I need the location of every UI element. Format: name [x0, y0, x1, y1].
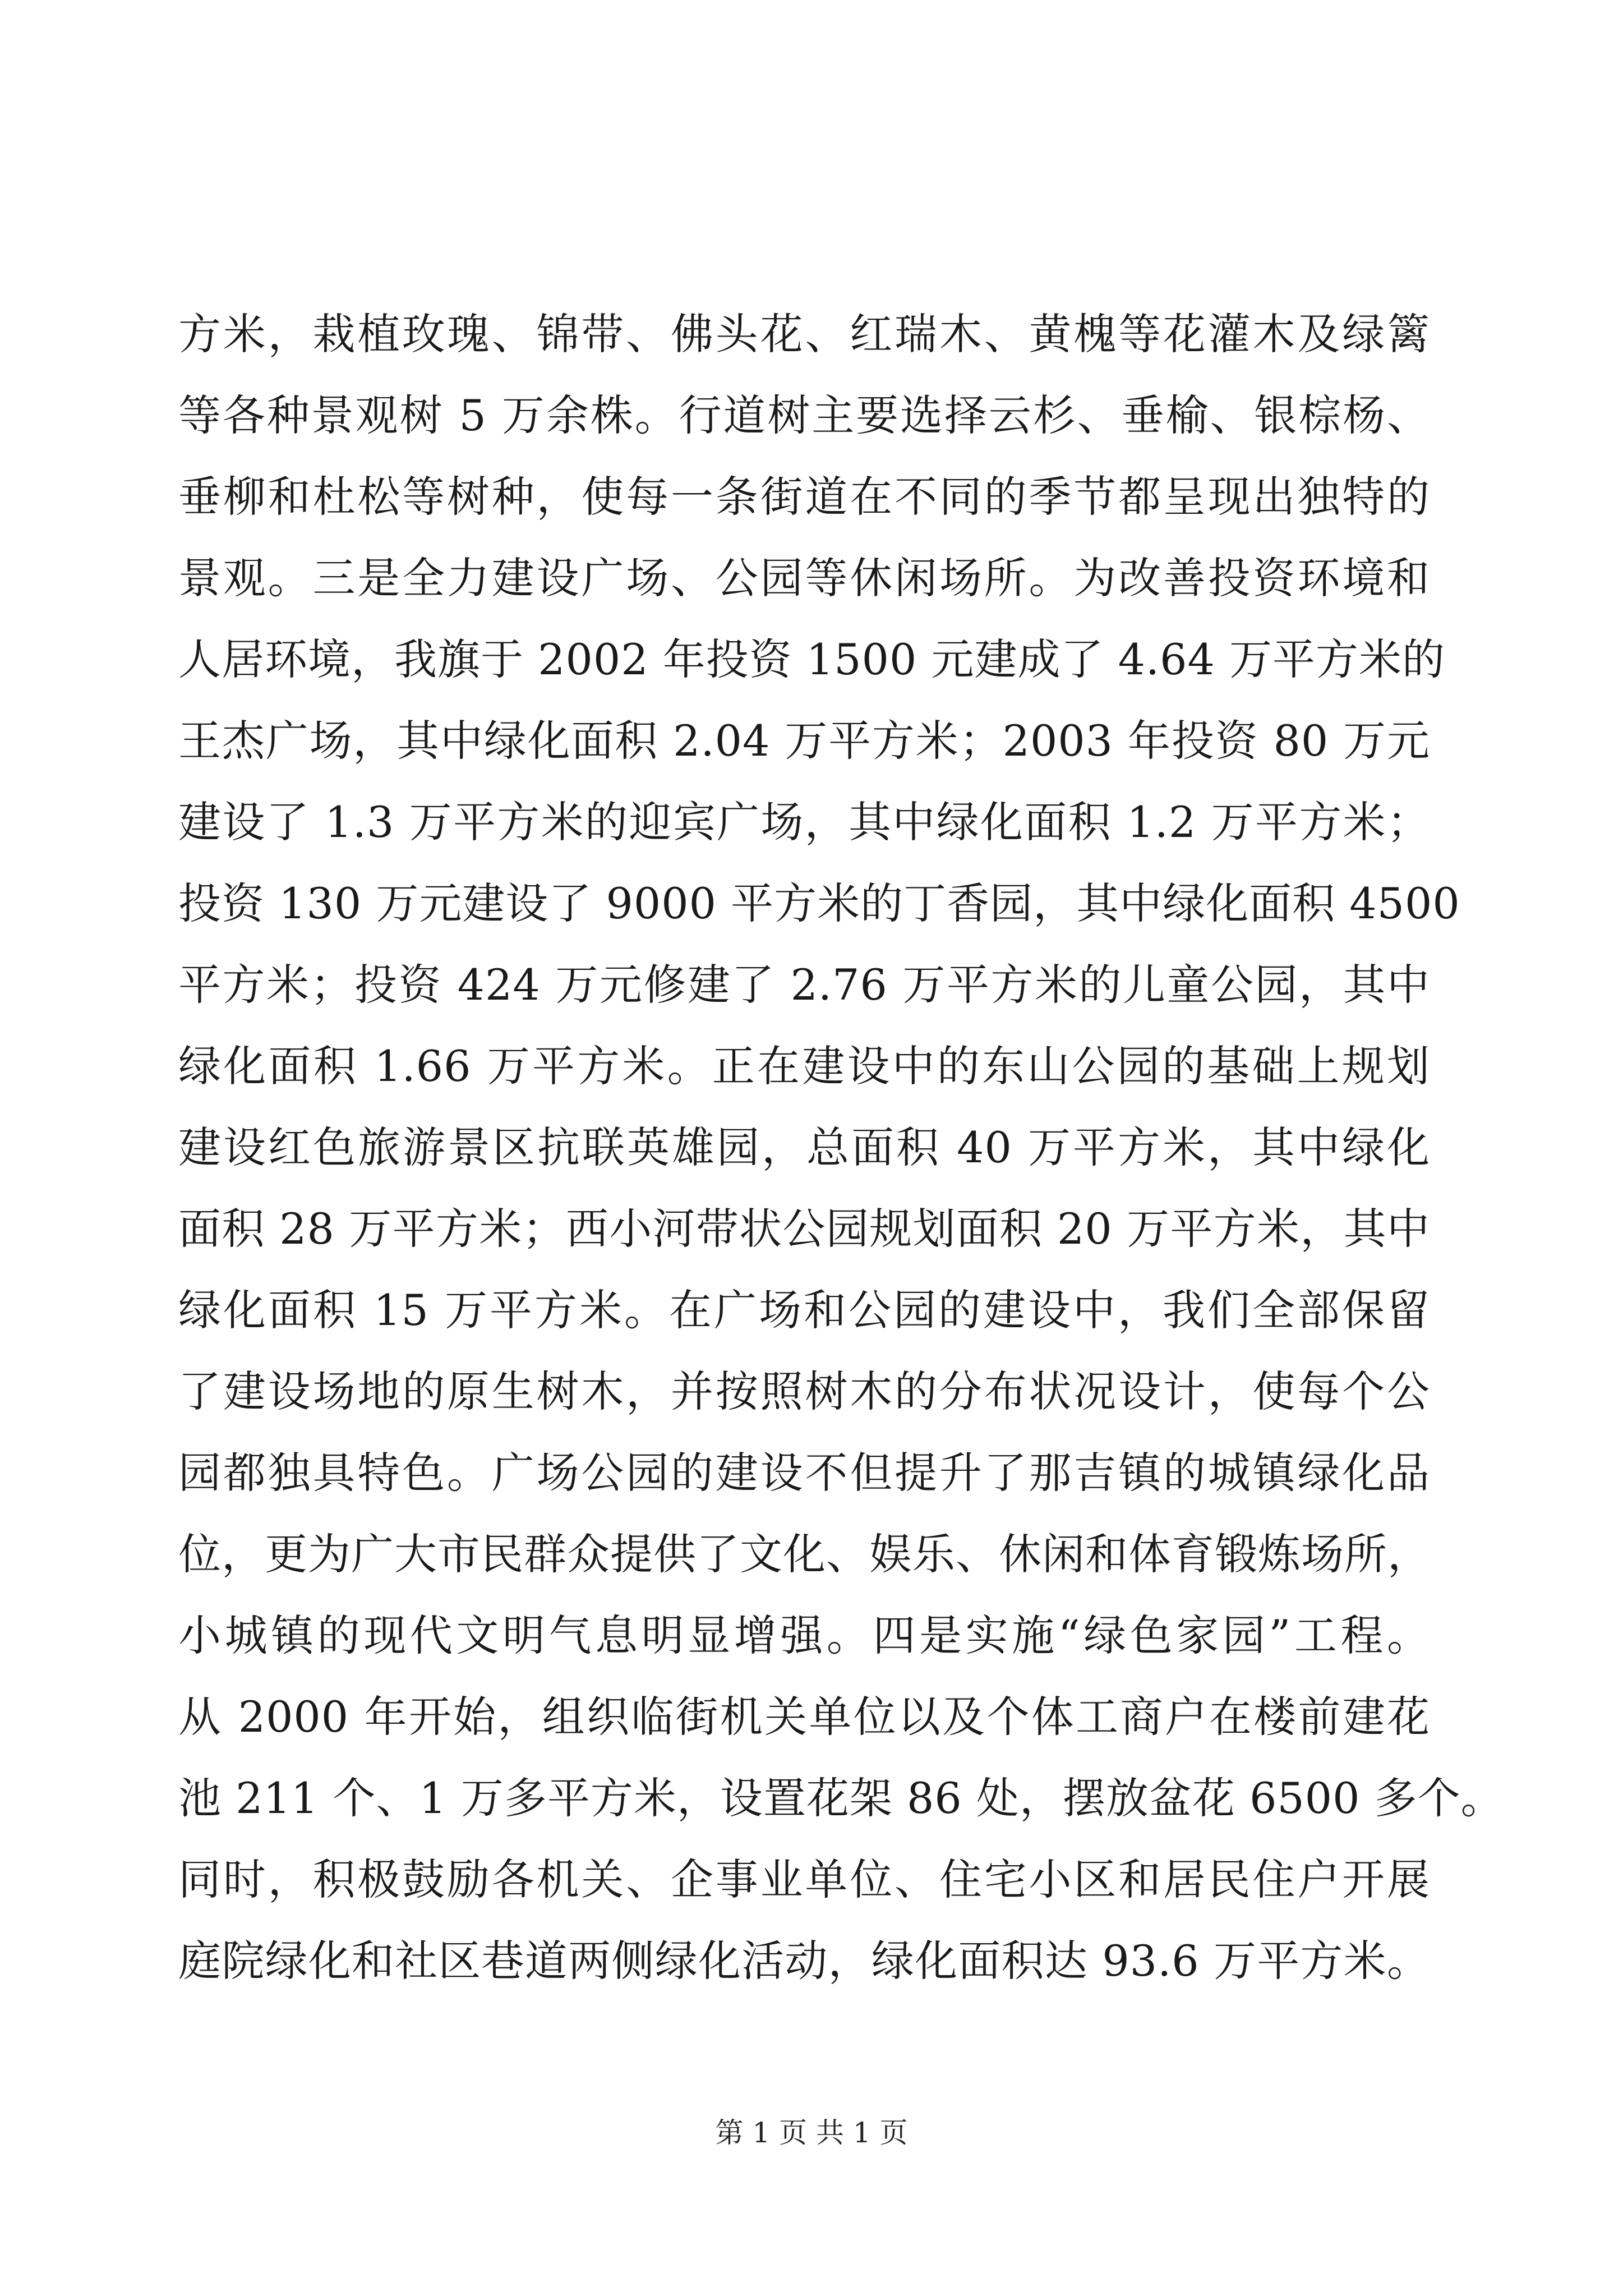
- text-line: 庭院绿化和社区巷道两侧绿化活动，绿化面积达 93.6 万平方米。: [178, 1936, 1430, 1986]
- text-line: 人居环境，我旗于 2002 年投资 1500 元建成了 4.64 万平方米的: [178, 634, 1445, 684]
- text-line: 方米，栽植玫瑰、锦带、佛头花、红瑞木、黄槐等花灌木及绿篱: [178, 309, 1430, 359]
- text-line: 等各种景观树 5 万余株。行道树主要选择云杉、垂榆、银棕杨、: [178, 390, 1430, 440]
- text-line: 位，更为广大市民群众提供了文化、娱乐、休闲和体育锻炼场所，: [178, 1529, 1431, 1579]
- text-line: 王杰广场，其中绿化面积 2.04 万平方米；2003 年投资 80 万元: [178, 716, 1430, 766]
- text-line: 平方米；投资 424 万元修建了 2.76 万平方米的儿童公园，其中: [178, 960, 1430, 1010]
- text-line: 了建设场地的原生树木，并按照树木的分布状况设计，使每个公: [178, 1366, 1430, 1416]
- text-line: 景观。三是全力建设广场、公园等休闲场所。为改善投资环境和: [178, 553, 1430, 603]
- body-text: [178, 307, 1504, 2016]
- text-line: 面积 28 万平方米；西小河带状公园规划面积 20 万平方米，其中: [178, 1204, 1430, 1254]
- text-line: 建设了 1.3 万平方米的迎宾广场，其中绿化面积 1.2 万平方米；: [178, 797, 1430, 847]
- page-number-footer: 第 1 页 共 1 页: [715, 2116, 908, 2149]
- text-line: 园都独具特色。广场公园的建设不但提升了那吉镇的城镇绿化品: [178, 1448, 1430, 1498]
- text-line: 投资 130 万元建设了 9000 平方米的丁香园，其中绿化面积 4500: [178, 878, 1460, 928]
- text-line: 垂柳和杜松等树种，使每一条街道在不同的季节都呈现出独特的: [178, 472, 1430, 522]
- text-line: 绿化面积 15 万平方米。在广场和公园的建设中，我们全部保留: [178, 1285, 1430, 1335]
- text-line: 建设红色旅游景区抗联英雄园，总面积 40 万平方米，其中绿化: [178, 1122, 1430, 1172]
- text-line: 从 2000 年开始，组织临街机关单位以及个体工商户在楼前建花: [178, 1692, 1430, 1742]
- text-line: 绿化面积 1.66 万平方米。正在建设中的东山公园的基础上规划: [178, 1041, 1430, 1091]
- text-line: 小城镇的现代文明气息明显增强。四是实施“绿色家园”工程。: [178, 1611, 1430, 1660]
- text-line: 同时，积极鼓励各机关、企事业单位、住宅小区和居民住户开展: [178, 1855, 1430, 1904]
- text-line: 池 211 个、1 万多平方米，设置花架 86 处，摆放盆花 6500 多个。: [178, 1773, 1504, 1823]
